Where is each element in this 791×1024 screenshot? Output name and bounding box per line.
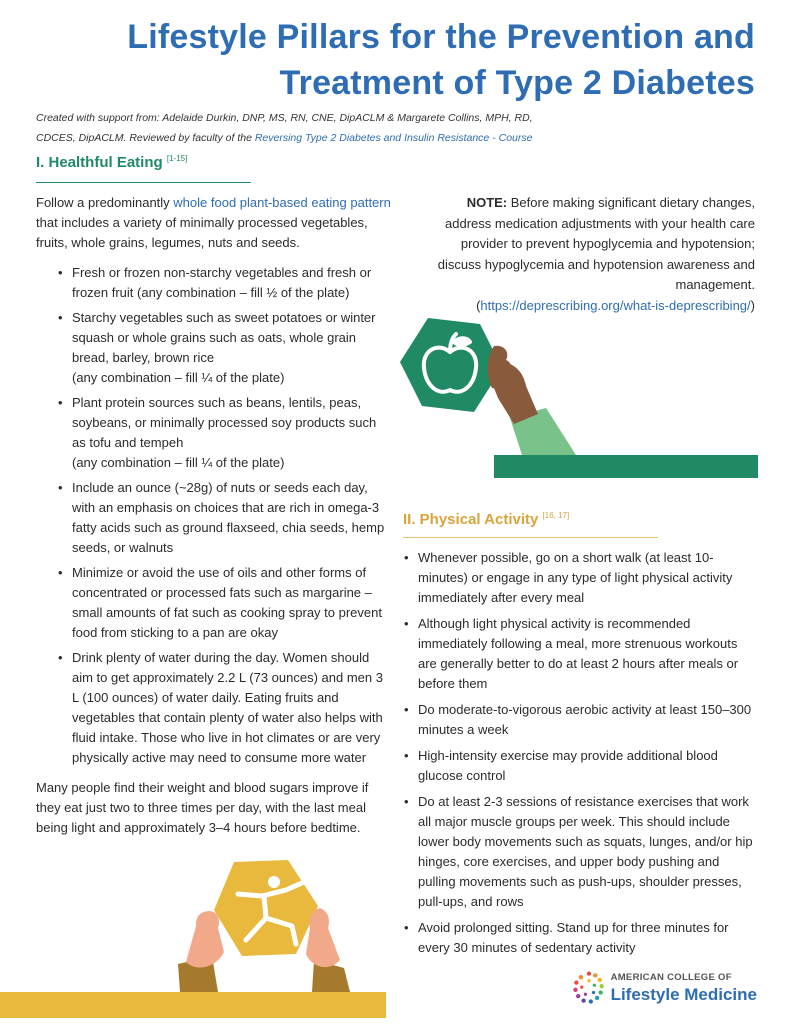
title-line-2: Treatment of Type 2 Diabetes [279,64,755,102]
right-hand [306,908,340,967]
acl-logo [571,970,757,1006]
eating-bullet-text: Include an ounce (~28g) of nuts or seeds each day, with an emphasis on choices that are rich in omega-3 fatty acids such as ground flaxseed, chia seeds, hemp seeds, or walnuts [72,480,385,555]
eating-bullet-text: Fresh or frozen non-starchy vegetables and fresh or frozen fruit (any combination – fill ½ of the plate) [72,265,372,300]
logo-text [611,973,757,1003]
note-url-open: ( [476,297,481,313]
list-item [58,478,393,558]
physical-activity-heading [403,511,569,528]
list-item: • High-intensity exercise may provide additional blood glucose control [404,746,754,786]
list-item: • Although light physical activity is recommended immediately following a meal, more strenuous workouts are generally better to do at least 2 hours after meals or before them [404,614,754,694]
medication-note [425,193,755,316]
left-hand [186,911,224,967]
credits-line-1: Created with support from: Adelaide Durkin, DNP, MS, RN, CNE, DipACLM & Margarete Collins, MPH, RD, [36,112,533,124]
eating-bullet-extra: (any combination – fill ¼ of the plate) [72,370,285,385]
eating-bullet-text: Minimize or avoid the use of oils and other forms of concentrated or processed fats such as margarine – small amounts of fat such as cooking spray to prevent food from sticking to a pan are okay [72,565,382,640]
apple-hexagon-icon [400,318,502,412]
eating-bullet-extra: (any combination – fill ¼ of the plate) [72,455,285,470]
course-link[interactable]: Reversing Type 2 Diabetes and Insulin Resistance - Course [254,132,533,144]
gold-shelf [0,992,386,1018]
healthful-eating-list [58,263,393,773]
list-item [58,308,393,388]
eating-bullet-text: Plant protein sources such as beans, lentils, peas, soybeans, or minimally processed soy products such as tofu and tempeh [72,395,377,450]
list-item: • Do moderate-to-vigorous aerobic activity at least 150–300 minutes a week [404,700,754,740]
green-shelf [494,455,758,478]
logo-line-1: AMERICAN COLLEGE OF [610,972,732,984]
physical-activity-refs: [16, 17] [542,511,570,520]
credits-line-2: CDCES, DipACLM. Reviewed by faculty of the [36,132,255,144]
healthful-eating-title: I. Healthful Eating [36,154,163,171]
healthful-eating-divider [36,182,251,183]
intro-prefix: Follow a predominantly [36,195,174,210]
page-title [127,14,755,106]
healthful-eating-heading [36,154,187,171]
logo-line-2: Lifestyle Medicine [610,984,757,1004]
note-lead: NOTE: [466,195,508,210]
note-url-close: ) [750,297,755,313]
list-item [58,263,393,303]
plant-based-link[interactable]: whole food plant-based eating pattern [173,195,391,210]
title-line-1: Lifestyle Pillars for the Prevention and [127,18,755,56]
logo-dots [573,971,603,1003]
healthful-eating-closing: Many people find their weight and blood sugars improve if they eat just two to three times per day, with the last meal being light and approximately 3–4 hours before bedtime. [36,780,369,835]
credits [36,108,596,148]
eating-bullet-text: Drink plenty of water during the day. Women should aim to get approximately 2.2 L (73 ounces) and men 3 L (100 ounces) of water daily. Eating fruits and vegetables that contain plenty of water also helps with fluid intake. Those who live in hot climates or are very physically active may need to consume more water [72,650,383,765]
physical-activity-title: II. Physical Activity [403,511,539,528]
deprescribing-link[interactable]: https://deprescribing.org/what-is-deprescribing/ [480,297,751,313]
apple-hand-illustration [398,316,758,478]
list-item [58,563,393,643]
exercise-hands-illustration [0,856,390,1024]
healthful-eating-intro [36,193,391,253]
intro-suffix: that includes a variety of minimally processed vegetables, fruits, whole grains, legumes, nuts and seeds. [36,215,368,250]
acl-logo-mark [571,970,607,1006]
physical-activity-divider [403,537,658,538]
list-item [58,393,393,473]
list-item [58,648,393,768]
healthful-eating-refs: [1-15] [166,154,188,163]
list-item: • Do at least 2-3 sessions of resistance exercises that work all major muscle groups per week. This should include lower body movements such as squats, lunges, and/or hip hinges, core exercises, and upper body pushing and pulling movements such as push-ups, shoulder presses, pull-ups, and rows [404,792,754,912]
list-item: • Avoid prolonged sitting. Stand up for three minutes for every 30 minutes of sedentary activity [404,918,754,958]
eating-bullet-text: Starchy vegetables such as sweet potatoes or winter squash or whole grains such as oats, whole grain bread, barley, brown rice [72,310,376,365]
note-body: Before making significant dietary changes, address medication adjustments with your health care provider to prevent hypoglycemia and hypotension; discuss hypoglycemia and hypotension awareness and management. [437,195,755,292]
list-item: • Whenever possible, go on a short walk (at least 10-minutes) or engage in any type of light physical activity immediately after every meal [404,548,754,608]
physical-activity-list [404,548,754,964]
hand [488,346,512,390]
